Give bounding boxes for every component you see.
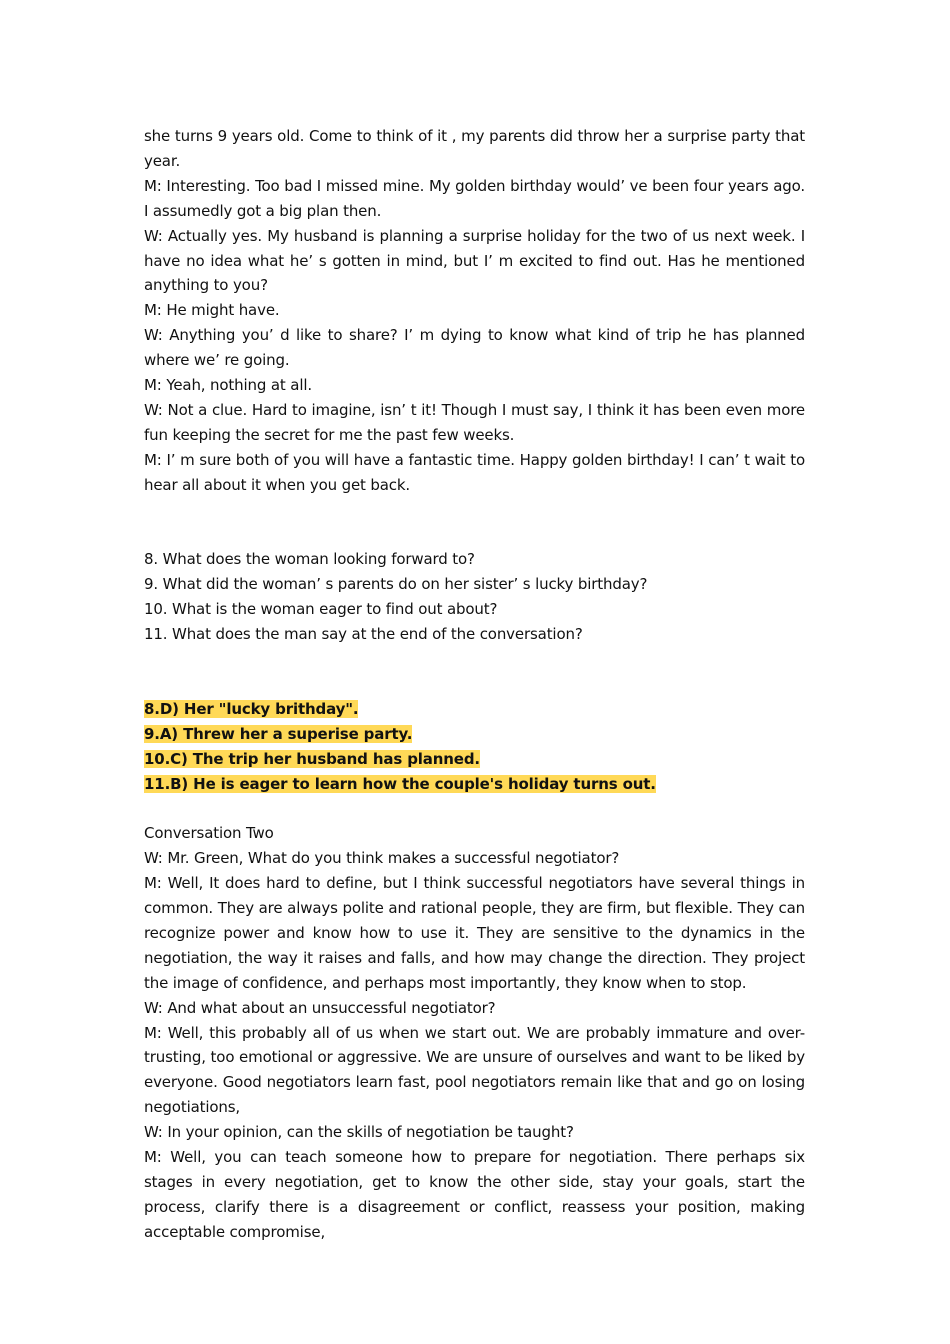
answer-item: [144, 697, 805, 722]
dialogue-line: W: In your opinion, can the skills of negotiation be taught?: [144, 1123, 574, 1142]
dialogue-line: M: Interesting. Too bad I missed mine. My golden birthday would’ ve been four years ago. I assumedly got a big plan then.: [144, 176, 805, 220]
dialogue-line: she turns 9 years old. Come to think of it , my parents did throw her a surprise party that year.: [144, 127, 805, 170]
dialogue-line: W: Not a clue. Hard to imagine, isn’ t it! Though I must say, I think it has been even more fun keeping the secret for me the past few weeks.: [144, 400, 805, 444]
dialogue-line: M: Well, this probably all of us when we start out. We are probably immature and over-trusting, too emotional or aggressive. We are unsure of ourselves and want to be liked by everyone. Good negotiators learn fast, pool negotiators remain like that and go on losing negotiations,: [144, 1023, 805, 1117]
dialogue-line: M: Well, you can teach someone how to prepare for negotiation. There perhaps six stages in every negotiation, get to know the other side, stay your goals, start the process, clarify there is a disagreement or conflict, reassess your position, making acceptable compromise,: [144, 1148, 805, 1241]
spacer: [144, 796, 805, 821]
question-item: 9. What did the woman’ s parents do on her sister’ s lucky birthday?: [144, 575, 648, 594]
highlighted-answer: 10.C) The trip her husband has planned.: [144, 749, 480, 768]
document-page: [144, 124, 805, 1245]
dialogue-line: W: Anything you’ d like to share? I’ m dying to know what kind of trip he has planned where we’ re going.: [144, 326, 805, 370]
answer-item: [144, 772, 805, 797]
dialogue-line: W: Actually yes. My husband is planning a surprise holiday for the two of us next week. I have no idea what he’ s gotten in mind, but I’ m excited to find out. Has he mentioned anything to you?: [144, 226, 805, 295]
question-item: 8. What does the woman looking forward to?: [144, 550, 475, 569]
question-item: 11. What does the man say at the end of the conversation?: [144, 625, 583, 644]
highlighted-answer: 8.D) Her "lucky brithday".: [144, 699, 359, 718]
spacer: [144, 498, 805, 548]
spacer: [144, 647, 805, 697]
dialogue-line: W: Mr. Green, What do you think makes a successful negotiator?: [144, 849, 620, 868]
dialogue-line: M: Yeah, nothing at all.: [144, 376, 312, 395]
question-item: 10. What is the woman eager to find out about?: [144, 600, 498, 619]
highlighted-answer: 9.A) Threw her a superise party.: [144, 724, 413, 743]
dialogue-line: M: He might have.: [144, 301, 280, 320]
dialogue-line: M: Well, It does hard to define, but I think successful negotiators have several things in common. They are always polite and rational people, they are firm, but flexible. They can recognize power and know how to use it. They are sensitive to the dynamics in the negotiation, the way it raises and falls, and how may change the direction. They project the image of confidence, and perhaps most importantly, they know when to stop.: [144, 874, 805, 992]
highlighted-answer: 11.B) He is eager to learn how the couple's holiday turns out.: [144, 774, 656, 793]
dialogue-line: M: I’ m sure both of you will have a fantastic time. Happy golden birthday! I can’ t wait to hear all about it when you get back.: [144, 450, 805, 494]
answer-item: [144, 747, 805, 772]
dialogue-line: W: And what about an unsuccessful negotiator?: [144, 998, 496, 1017]
section-title: Conversation Two: [144, 824, 274, 843]
answer-item: [144, 722, 805, 747]
